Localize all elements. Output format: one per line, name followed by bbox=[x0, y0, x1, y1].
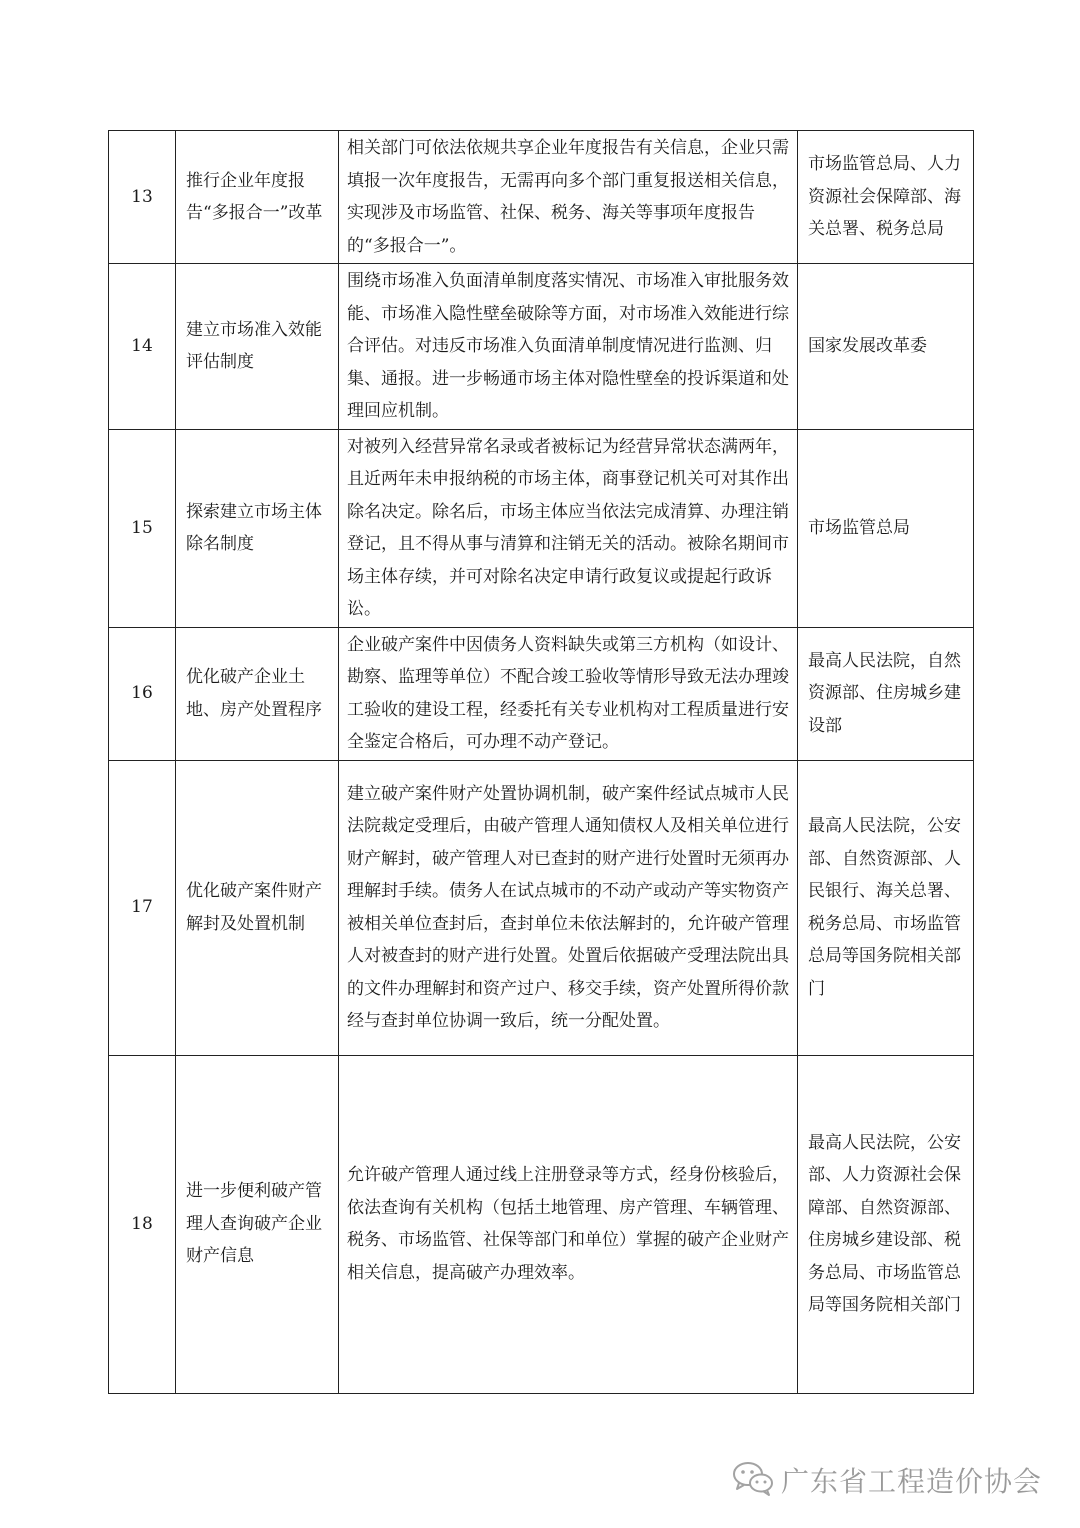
measure-content: 围绕市场准入负面清单制度落实情况、市场准入审批服务效能、市场准入隐性壁垒破除等方面，对市场准入效能进行综合评估。对违反市场准入负面清单制度情况进行监测、归集、通报。进一步畅通市场主体对隐性壁垒的投诉渠道和处理回应机制。 bbox=[339, 264, 798, 430]
row-number: 18 bbox=[109, 1055, 176, 1393]
measure-content: 允许破产管理人通过线上注册登录等方式，经身份核验后，依法查询有关机构（包括土地管理、房产管理、车辆管理、税务、市场监管、社保等部门和单位）掌握的破产企业财产相关信息，提高破产办理效率。 bbox=[339, 1055, 798, 1393]
row-number: 17 bbox=[109, 760, 176, 1055]
reform-measure: 优化破产案件财产解封及处置机制 bbox=[176, 760, 339, 1055]
account-watermark bbox=[731, 1458, 1042, 1502]
reform-measure: 探索建立市场主体除名制度 bbox=[176, 429, 339, 627]
row-number: 15 bbox=[109, 429, 176, 627]
measure-content: 对被列入经营异常名录或者被标记为经营异常状态满两年，且近两年未申报纳税的市场主体，商事登记机关可对其作出除名决定。除名后，市场主体应当依法完成清算、办理注销登记，且不得从事与清算和注销无关的活动。被除名期间市场主体存续，并可对除名决定申请行政复议或提起行政诉讼。 bbox=[339, 429, 798, 627]
table-row bbox=[109, 627, 974, 760]
wechat-icon bbox=[731, 1459, 775, 1501]
row-number: 16 bbox=[109, 627, 176, 760]
responsible-department: 市场监管总局 bbox=[798, 429, 974, 627]
responsible-department: 最高人民法院，公安部、自然资源部、人民银行、海关总署、税务总局、市场监管总局等国务院相关部门 bbox=[798, 760, 974, 1055]
watermark-text: 广东省工程造价协会 bbox=[780, 1465, 1042, 1498]
reform-measure: 优化破产企业土地、房产处置程序 bbox=[176, 627, 339, 760]
responsible-department: 市场监管总局、人力资源社会保障部、海关总署、税务总局 bbox=[798, 131, 974, 264]
table-row bbox=[109, 1055, 974, 1393]
row-number: 13 bbox=[109, 131, 176, 264]
responsible-department: 最高人民法院，公安部、人力资源社会保障部、自然资源部、住房城乡建设部、税务总局、市场监管总局等国务院相关部门 bbox=[798, 1055, 974, 1393]
measure-content: 企业破产案件中因债务人资料缺失或第三方机构（如设计、勘察、监理等单位）不配合竣工验收等情形导致无法办理竣工验收的建设工程，经委托有关专业机构对工程质量进行安全鉴定合格后，可办理不动产登记。 bbox=[339, 627, 798, 760]
row-number: 14 bbox=[109, 264, 176, 430]
table-row bbox=[109, 264, 974, 430]
table-row bbox=[109, 429, 974, 627]
measures-table bbox=[108, 130, 974, 1394]
measure-content: 相关部门可依法依规共享企业年度报告有关信息，企业只需填报一次年度报告，无需再向多个部门重复报送相关信息，实现涉及市场监管、社保、税务、海关等事项年度报告的“多报合一”。 bbox=[339, 131, 798, 264]
reform-measure: 进一步便利破产管理人查询破产企业财产信息 bbox=[176, 1055, 339, 1393]
responsible-department: 最高人民法院，自然资源部、住房城乡建设部 bbox=[798, 627, 974, 760]
responsible-department: 国家发展改革委 bbox=[798, 264, 974, 430]
table-row bbox=[109, 131, 974, 264]
table-row bbox=[109, 760, 974, 1055]
measure-content: 建立破产案件财产处置协调机制，破产案件经试点城市人民法院裁定受理后，由破产管理人通知债权人及相关单位进行财产解封，破产管理人对已查封的财产进行处置时无须再办理解封手续。债务人在试点城市的不动产或动产等实物资产被相关单位查封后，查封单位未依法解封的，允许破产管理人对被查封的财产进行处置。处置后依据破产受理法院出具的文件办理解封和资产过户、移交手续，资产处置所得价款经与查封单位协调一致后，统一分配处置。 bbox=[339, 760, 798, 1055]
reform-measure: 建立市场准入效能评估制度 bbox=[176, 264, 339, 430]
reform-measure: 推行企业年度报告“多报合一”改革 bbox=[176, 131, 339, 264]
